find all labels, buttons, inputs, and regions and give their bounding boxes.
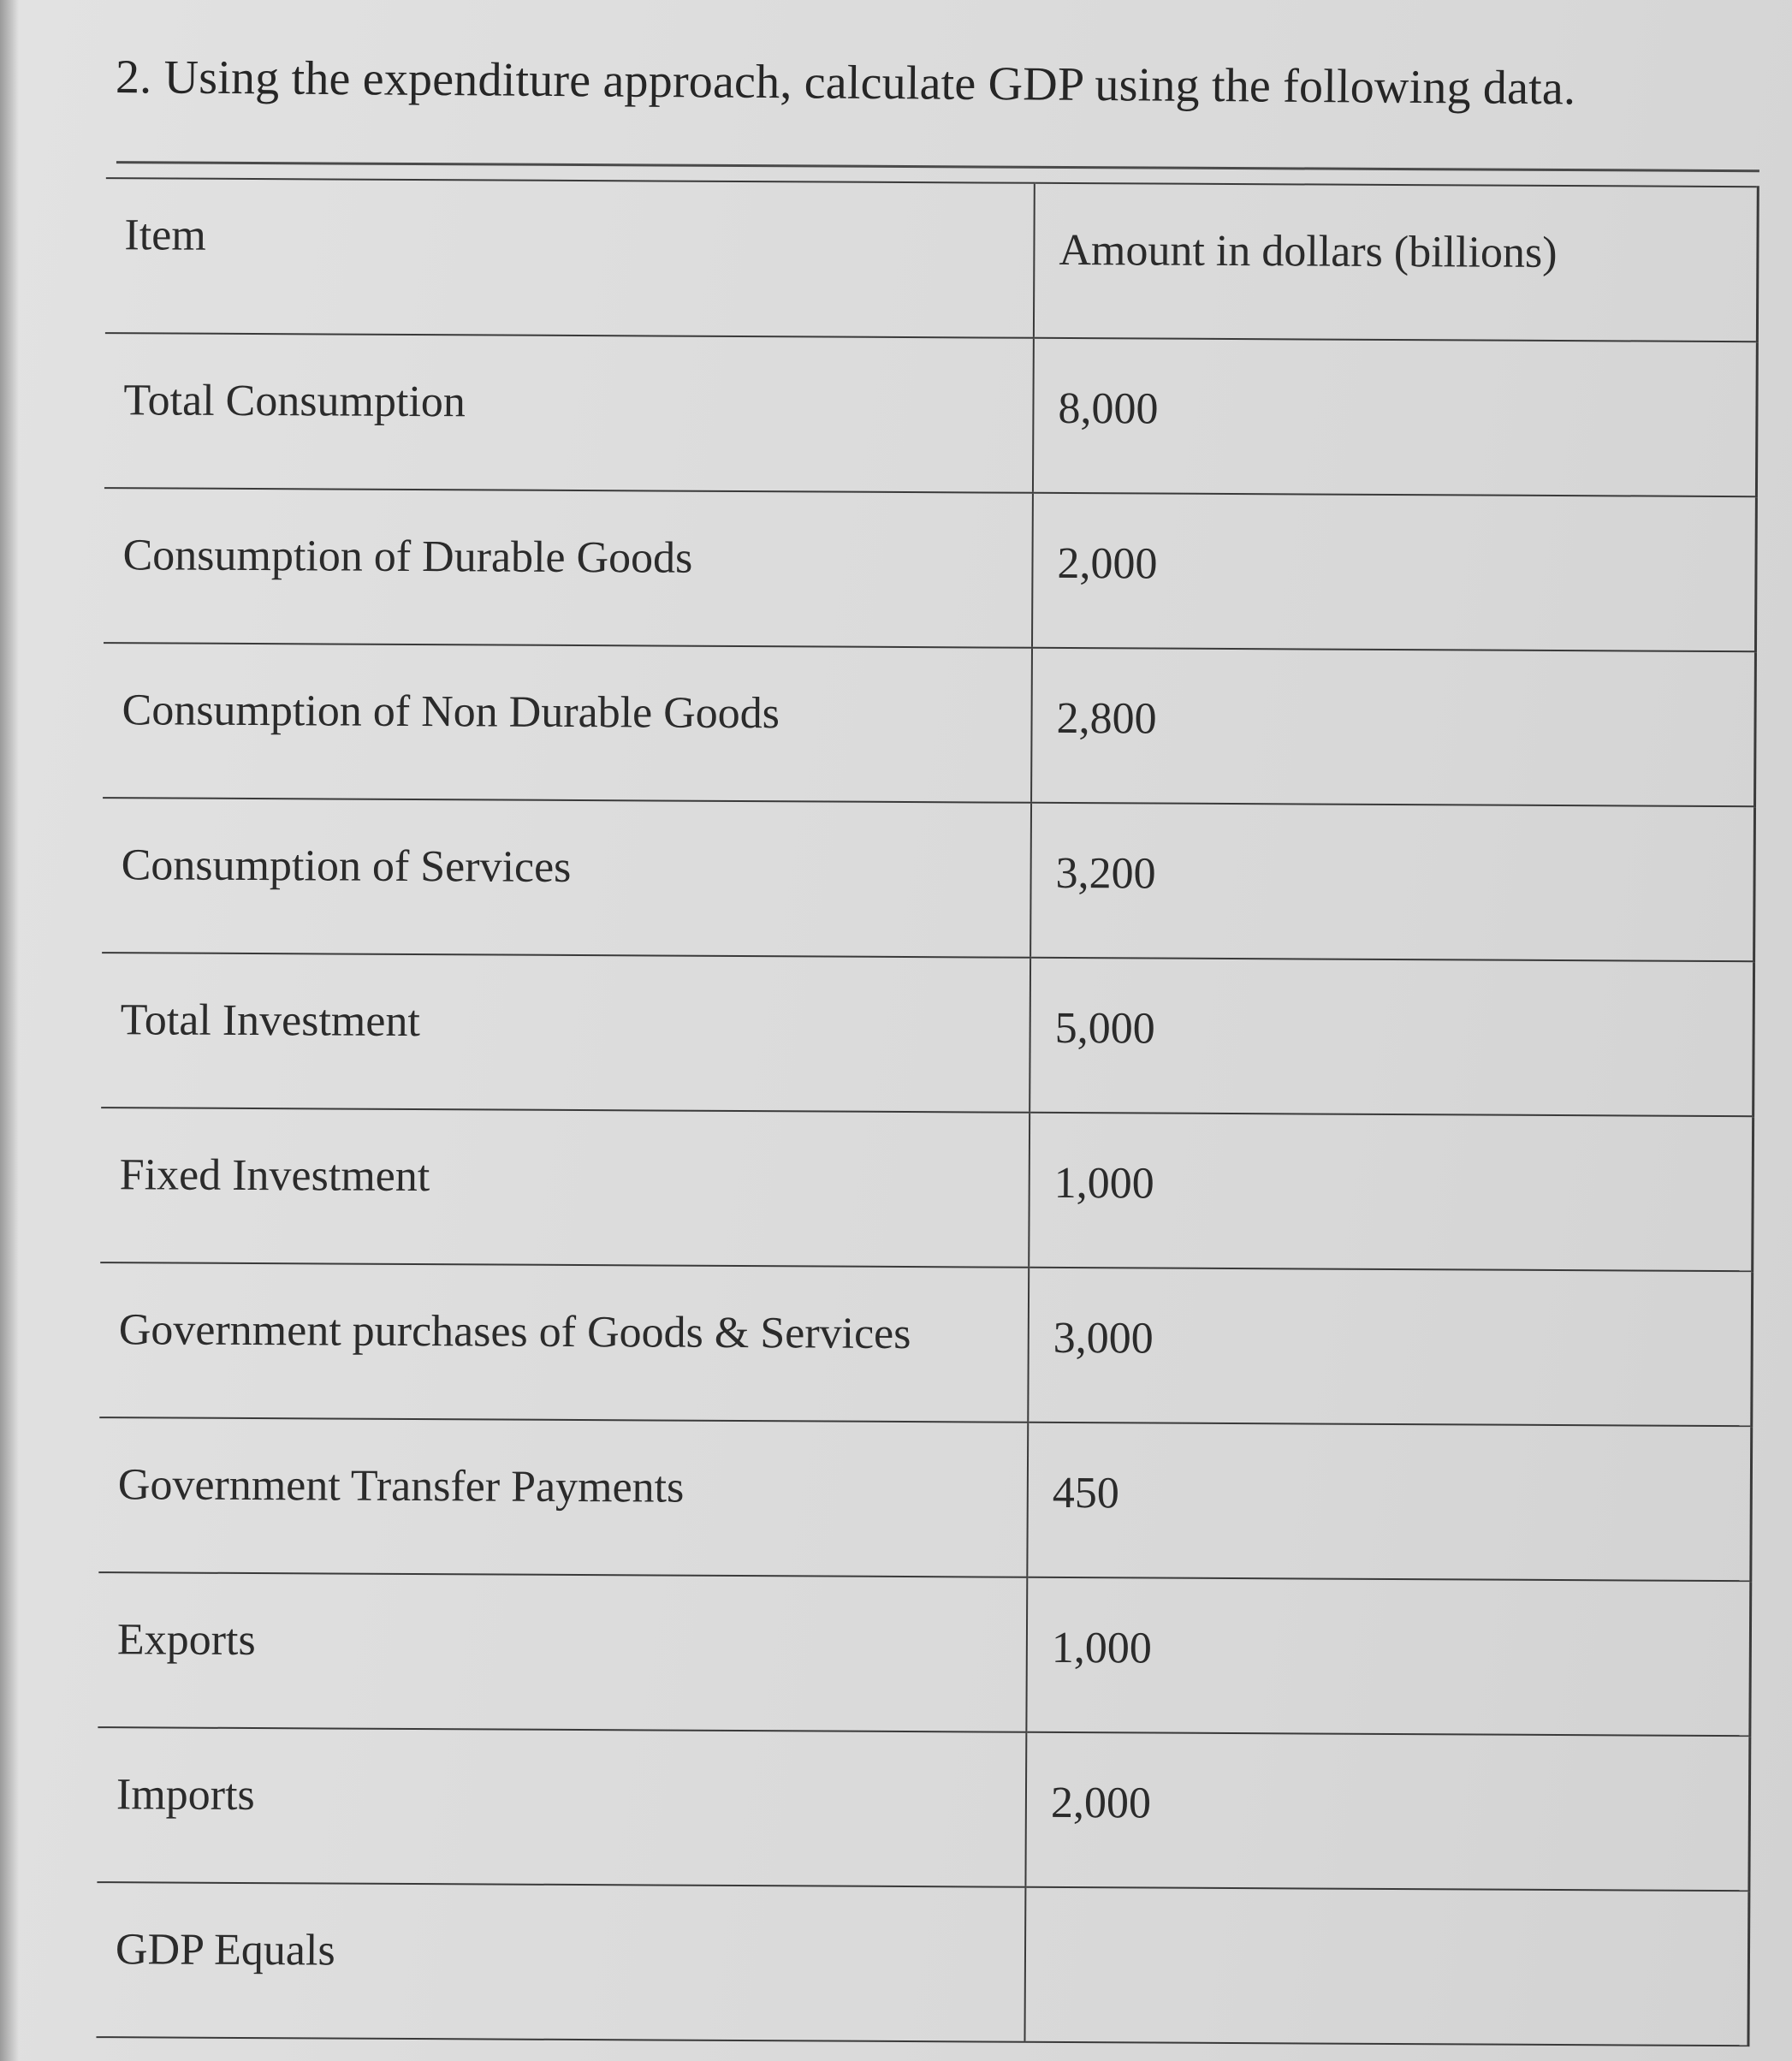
table-row: [97, 1727, 1749, 1891]
row-item: Consumption of Durable Goods: [104, 488, 1033, 648]
table-row-gdp: [96, 1882, 1748, 2046]
row-amount: 1,000: [1029, 1113, 1753, 1271]
row-item: Imports: [97, 1727, 1026, 1887]
row-item: Consumption of Non Durable Goods: [103, 643, 1032, 803]
table-row: [100, 1108, 1753, 1271]
table-row: [99, 1262, 1752, 1426]
data-table-container: [79, 154, 1762, 2046]
table-top-rule: [116, 161, 1759, 172]
row-item: Total Consumption: [104, 333, 1034, 493]
row-item-gdp: GDP Equals: [96, 1882, 1025, 2042]
row-amount: 3,000: [1028, 1268, 1752, 1426]
row-item: Consumption of Services: [102, 798, 1031, 958]
question-text: 2. Using the expenditure approach, calculate GDP using the following data.: [115, 50, 1576, 116]
row-item: Government purchases of Goods & Services: [99, 1262, 1029, 1423]
row-amount: 2,800: [1031, 648, 1755, 806]
row-amount: 3,200: [1030, 803, 1754, 961]
table-row: [102, 798, 1754, 961]
table-row: [101, 953, 1753, 1116]
row-amount: 2,000: [1025, 1732, 1749, 1891]
header-amount: Amount in dollars (billions): [1034, 183, 1758, 342]
row-item: Total Investment: [101, 953, 1030, 1113]
gdp-answer-cell: [1024, 1887, 1748, 2046]
table-header-row: [105, 178, 1758, 342]
table-row: [98, 1417, 1751, 1581]
header-item: Item: [105, 178, 1035, 338]
row-item: Exports: [98, 1572, 1027, 1732]
gdp-data-table: [96, 177, 1759, 2046]
table-row: [104, 488, 1756, 651]
row-amount: 450: [1027, 1423, 1751, 1581]
table-row: [104, 333, 1757, 496]
row-item: Government Transfer Payments: [98, 1417, 1028, 1577]
table-row: [98, 1572, 1750, 1736]
page-edge-shadow: [0, 0, 19, 2061]
row-item: Fixed Investment: [100, 1108, 1030, 1268]
row-amount: 5,000: [1030, 958, 1753, 1116]
table-row: [103, 643, 1755, 806]
row-amount: 2,000: [1032, 493, 1756, 651]
row-amount: 8,000: [1033, 338, 1757, 496]
row-amount: 1,000: [1026, 1577, 1750, 1736]
